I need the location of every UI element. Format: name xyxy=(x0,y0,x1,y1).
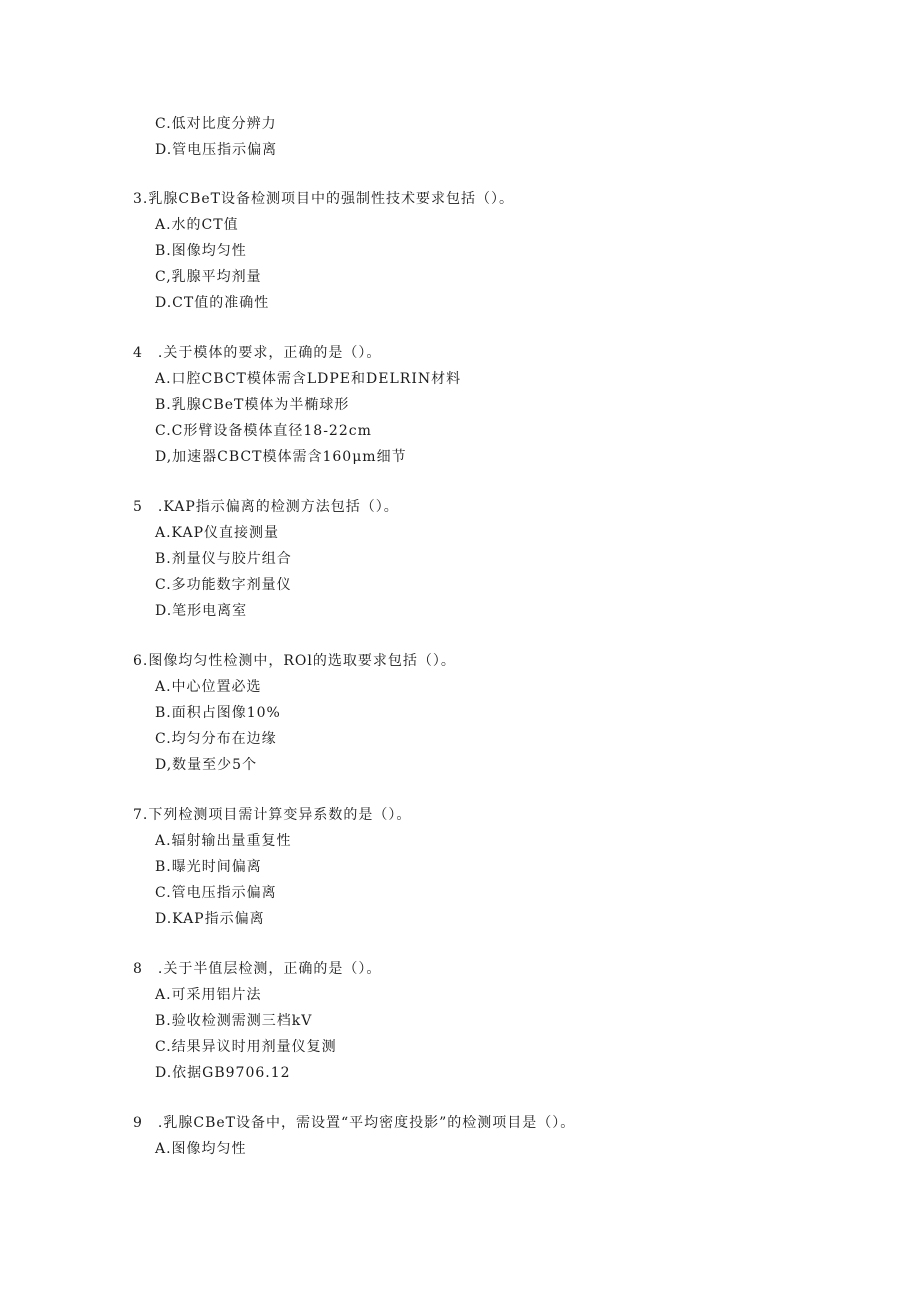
q2-option-c: C.低对比度分辨力 xyxy=(155,116,277,132)
q5-option-c: C.多功能数字剂量仪 xyxy=(155,577,292,593)
q6-option-d: D,数量至少5个 xyxy=(155,757,258,773)
q8-option-b: B.验收检测需测三档kV xyxy=(155,1013,313,1029)
q3-option-a: A.水的CT值 xyxy=(155,217,239,233)
q8-option-d: D.依据GB9706.12 xyxy=(155,1065,291,1081)
q8-option-a: A.可采用铝片法 xyxy=(155,987,262,1003)
q5-stem: 5 .KAP指示偏离的检测方法包括（）。 xyxy=(133,499,399,515)
q8-stem: 8 .关于半值层检测，正确的是（）。 xyxy=(133,961,382,977)
q7-stem: 7.下列检测项目需计算变异系数的是（）。 xyxy=(133,807,412,823)
q6-option-a: A.中心位置必选 xyxy=(155,679,262,695)
q4-option-d: D,加速器CBCT模体需含160μm细节 xyxy=(155,449,407,465)
q6-option-b: B.面积占图像10% xyxy=(155,705,281,721)
q3-option-d: D.CT值的准确性 xyxy=(155,295,270,311)
q4-stem: 4 .关于模体的要求，正确的是（）。 xyxy=(133,345,382,361)
q7-option-a: A.辐射输出量重复性 xyxy=(155,833,292,849)
q4-option-b: B.乳腺CBeT模体为半椭球形 xyxy=(155,397,350,413)
q4-option-a: A.口腔CBCT模体需含LDPE和DELRIN材料 xyxy=(155,371,462,387)
q7-option-b: B.曝光时间偏离 xyxy=(155,859,262,875)
q2-option-d: D.管电压指示偏离 xyxy=(155,142,278,158)
q8-option-c: C.结果异议时用剂量仪复测 xyxy=(155,1039,337,1055)
q9-option-a: A.图像均匀性 xyxy=(155,1141,247,1157)
q3-option-c: C,乳腺平均剂量 xyxy=(155,269,262,285)
q7-option-d: D.KAP指示偏离 xyxy=(155,911,265,927)
q4-option-c: C.C形臂设备模体直径18-22cm xyxy=(155,423,372,439)
q6-stem: 6.图像均匀性检测中，ROl的选取要求包括（）。 xyxy=(133,653,456,669)
q7-option-c: C.管电压指示偏离 xyxy=(155,885,277,901)
q5-option-a: A.KAP仪直接测量 xyxy=(155,525,279,541)
q5-option-b: B.剂量仪与胶片组合 xyxy=(155,551,292,567)
q6-option-c: C.均匀分布在边缘 xyxy=(155,731,277,747)
q9-stem: 9 .乳腺CBeT设备中，需设置“平均密度投影”的检测项目是（）。 xyxy=(133,1115,576,1131)
q3-stem: 3.乳腺CBeT设备检测项目中的强制性技术要求包括（）。 xyxy=(133,191,514,207)
q3-option-b: B.图像均匀性 xyxy=(155,243,247,259)
q5-option-d: D.笔形电离室 xyxy=(155,603,248,619)
